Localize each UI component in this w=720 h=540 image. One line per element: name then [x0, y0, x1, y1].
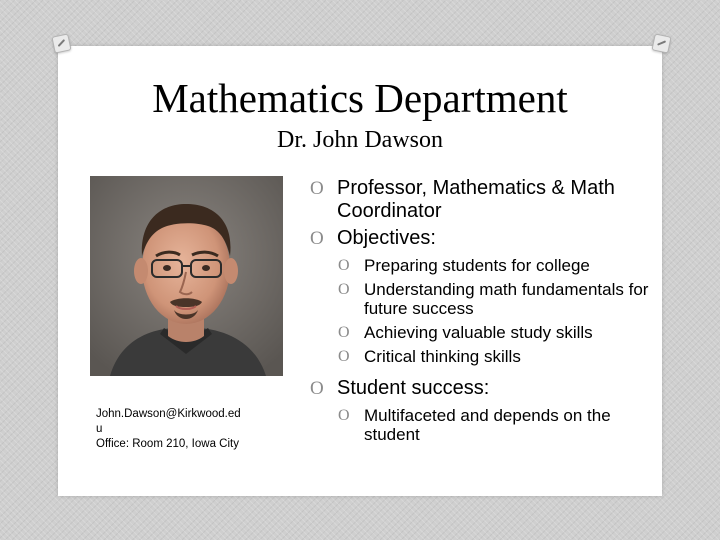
bullet-text: Student success: — [337, 377, 490, 399]
slide-subtitle: Dr. John Dawson — [277, 127, 443, 153]
bullet-list — [310, 177, 655, 449]
bullet-marker-icon: O — [338, 348, 350, 365]
sub-bullet-item — [338, 406, 655, 444]
sub-bullet-text: Preparing students for college — [364, 256, 590, 275]
sub-bullet-item — [338, 323, 655, 342]
sub-bullet-text: Understanding math fundamentals for future success — [364, 280, 649, 318]
email-link-line2[interactable]: u — [96, 423, 103, 435]
bullet-item — [310, 227, 655, 250]
bullet-text: Professor, Mathematics & Math Coordinator — [337, 177, 615, 222]
pin-icon — [51, 33, 71, 53]
pin-icon — [651, 33, 671, 53]
sub-bullet-text: Critical thinking skills — [364, 347, 521, 366]
bullet-marker-icon: O — [338, 281, 350, 298]
bullet-item — [310, 177, 655, 223]
portrait-image — [90, 176, 283, 376]
contact-info — [96, 407, 286, 452]
slide-title: Mathematics Department — [152, 75, 568, 121]
bullet-item — [310, 377, 655, 400]
sub-bullet-text: Multifaceted and depends on the student — [364, 406, 611, 444]
email-link-line1[interactable]: John.Dawson@Kirkwood.ed — [96, 408, 241, 420]
bullet-marker-icon: O — [310, 228, 324, 249]
bullet-marker-icon: O — [338, 324, 350, 341]
office-location: Office: Room 210, Iowa City — [96, 438, 239, 450]
sub-bullet-text: Achieving valuable study skills — [364, 323, 593, 342]
sub-bullet-item — [338, 347, 655, 366]
bullet-marker-icon: O — [310, 178, 324, 199]
sub-bullet-item — [338, 280, 655, 318]
bullet-marker-icon: O — [338, 407, 350, 424]
profile-photo — [90, 176, 283, 376]
bullet-text: Objectives: — [337, 227, 436, 249]
bullet-marker-icon: O — [338, 257, 350, 274]
sub-bullet-item — [338, 256, 655, 275]
bullet-marker-icon: O — [310, 378, 324, 399]
